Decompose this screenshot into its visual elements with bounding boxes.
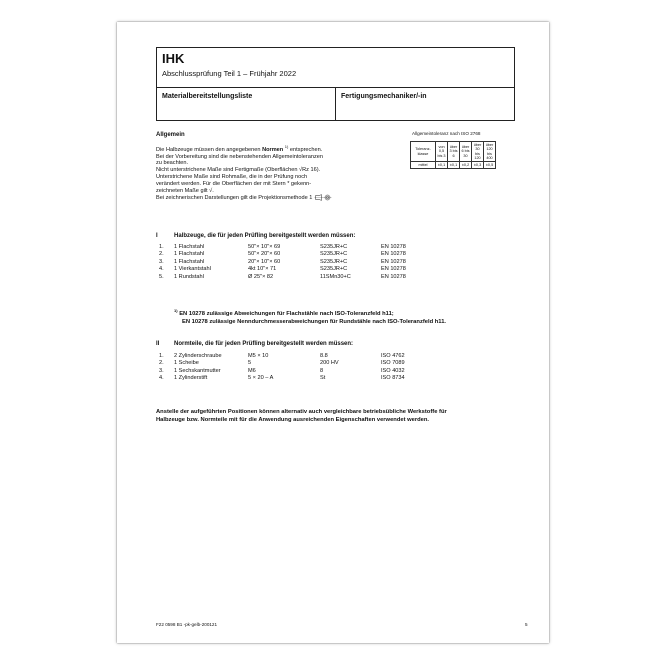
cell-dim: 4kt 10"× 71 — [248, 266, 277, 273]
cell-norm: EN 10278 — [381, 258, 406, 265]
allgemein-heading: Allgemein — [156, 132, 185, 138]
range-cell: über 30 bis 120 — [472, 142, 484, 162]
cell-item: 1 Flachstahl — [174, 251, 205, 258]
note-mark: 1) — [174, 308, 178, 313]
cell-dim: 50"× 20"× 60 — [248, 251, 281, 258]
cell-item: 1 Flachstahl — [174, 244, 205, 250]
cell-n: 3. — [159, 367, 164, 374]
tolerance-value: ±0,5 — [484, 162, 496, 169]
tolerance-value: ±0,2 — [460, 162, 472, 169]
cell-item: 1 Zylinderstift — [174, 375, 208, 382]
cell-n: 4. — [159, 266, 164, 273]
cell-norm: ISO 4032 — [381, 367, 405, 374]
cell-n: 1. — [159, 353, 164, 359]
section2-title: Normteile, die für jeden Prüfling bereitgestellt werden müssen: — [174, 341, 354, 347]
cell-mat: 200 HV — [320, 360, 339, 367]
projection-method-icon — [314, 194, 332, 201]
closing-note — [156, 408, 447, 424]
text-line: zeichneten Maße gilt √. — [156, 187, 214, 194]
range-cell: über 6 bis 30 — [460, 142, 472, 162]
cell-item: 1 Sechskantmutter — [174, 367, 221, 374]
tolerance-value: ±0,1 — [436, 162, 448, 169]
cell-dim: 50"× 10"× 69 — [248, 244, 281, 250]
text-span: Bei zeichnerischen Darstellungen gilt die Projektionsmethode 1 — [156, 195, 313, 202]
cell-mat: S235JR+C — [320, 251, 348, 258]
cell-n: 5. — [159, 273, 164, 280]
footer-code: F22 0598 B1 -pk-gelb-200121 — [156, 622, 218, 627]
cell-item: 1 Rundstahl — [174, 273, 204, 280]
cell-dim: 5 × 20 – A — [248, 375, 274, 382]
cell-n: 3. — [159, 258, 164, 265]
cell-item: 2 Zylinderschraube — [174, 353, 222, 359]
tolerance-table — [410, 141, 496, 169]
exam-title: Abschlussprüfung Teil 1 – Frühjahr 2022 — [162, 69, 297, 78]
cell-dim: 5 — [248, 360, 252, 367]
cell-mat: 8 — [320, 367, 324, 374]
section1-number: I — [156, 233, 158, 239]
cell-dim: 20"× 10"× 60 — [248, 258, 281, 265]
allgemein-text — [156, 144, 406, 202]
cell-dim: M5 × 10 — [248, 353, 269, 359]
cell-mat: S235JR+C — [320, 266, 348, 273]
cell-norm: EN 10278 — [381, 266, 406, 273]
closing-line-2: Halbzeuge bzw. Normteile mit für die Anwendung ausreichenden Eigenschaften verwendet werden. — [156, 417, 430, 423]
cell-norm: EN 10278 — [381, 251, 406, 258]
cell-item: 1 Vierkantstahl — [174, 266, 211, 273]
cell-n: 4. — [159, 375, 164, 382]
tolerance-caption: Allgemeintoleranz nach ISO 2768 — [412, 131, 481, 136]
text-line: Nicht unterstrichene Maße sind Fertigmaße (Oberflächen √Rz 16). — [156, 167, 321, 174]
document-page — [117, 22, 549, 643]
cell-mat: S235JR+C — [320, 244, 348, 250]
tolerance-value: ±0,3 — [472, 162, 484, 169]
cell-item: 1 Scheibe — [174, 360, 199, 367]
profession-title: Fertigungsmechaniker/-in — [335, 88, 514, 121]
text-line: Unterstrichene Maße sind Rohmaße, die in der Prüfung noch — [156, 174, 308, 181]
text-span: entsprechen. — [289, 146, 323, 153]
cell-mat: 8.8 — [320, 353, 328, 359]
cell-norm: ISO 7089 — [381, 360, 405, 367]
text-line: verändert werden. Für die Oberflächen der mit Stern * gekenn- — [156, 180, 312, 187]
header-box — [156, 47, 515, 121]
note-line-2: EN 10278 zulässige Nenndurchmesserabweichungen für Rundstähle nach ISO-Toleranzfeld h11. — [182, 318, 447, 325]
cell-mat: S235JR+C — [320, 258, 348, 265]
text-span: Die Halbzeuge müssen den angegebenen — [156, 146, 261, 153]
note-line-1: EN 10278 zulässige Abweichungen für Flachstähle nach ISO-Toleranzfeld h11; — [179, 310, 394, 317]
section1-notes — [174, 307, 446, 326]
cell-dim: Ø 25"× 82 — [248, 273, 274, 280]
cell-dim: M6 — [248, 367, 256, 374]
text-line: Bei der Vorbereitung sind die nebenstehenden Allgemeintoleranzen — [156, 153, 324, 160]
header-bottom — [157, 88, 514, 121]
text-line: zu beachten. — [156, 160, 189, 167]
range-cell: von 0,5 bis 3 — [436, 142, 448, 162]
tolerance-row-label: mittel — [411, 162, 436, 169]
cell-norm: ISO 4762 — [381, 353, 405, 359]
text-span-bold: Normen — [262, 146, 284, 153]
cell-norm: EN 10278 — [381, 273, 406, 280]
footnote-mark: 1) — [284, 144, 289, 149]
cell-n: 2. — [159, 251, 164, 258]
cell-norm: ISO 8734 — [381, 375, 405, 382]
cell-mat: St — [320, 375, 326, 382]
closing-line-1: Anstelle der aufgeführten Positionen können alternativ auch vergleichbare betriebsübliche Werkstoffe für — [156, 409, 447, 415]
range-cell: über 120 bis 400 — [484, 142, 496, 162]
tolerance-class-label: Toleranz-klasse — [411, 142, 436, 162]
cell-item: 1 Flachstahl — [174, 258, 205, 265]
cell-n: 2. — [159, 360, 164, 367]
section1-title: Halbzeuge, die für jeden Prüfling bereitgestellt werden müssen: — [174, 233, 356, 239]
cell-norm: EN 10278 — [381, 244, 406, 250]
cell-n: 1. — [159, 244, 164, 250]
range-cell: über 3 bis 6 — [448, 142, 460, 162]
cell-mat: 11SMn30+C — [320, 273, 351, 280]
list-title: Materialbereitstellungsliste — [162, 93, 253, 100]
header-top — [157, 48, 514, 88]
page-number: 5 — [525, 622, 528, 627]
section2-number: II — [156, 341, 160, 347]
ihk-logo-text: IHK — [162, 51, 185, 66]
tolerance-value: ±0,1 — [448, 162, 460, 169]
